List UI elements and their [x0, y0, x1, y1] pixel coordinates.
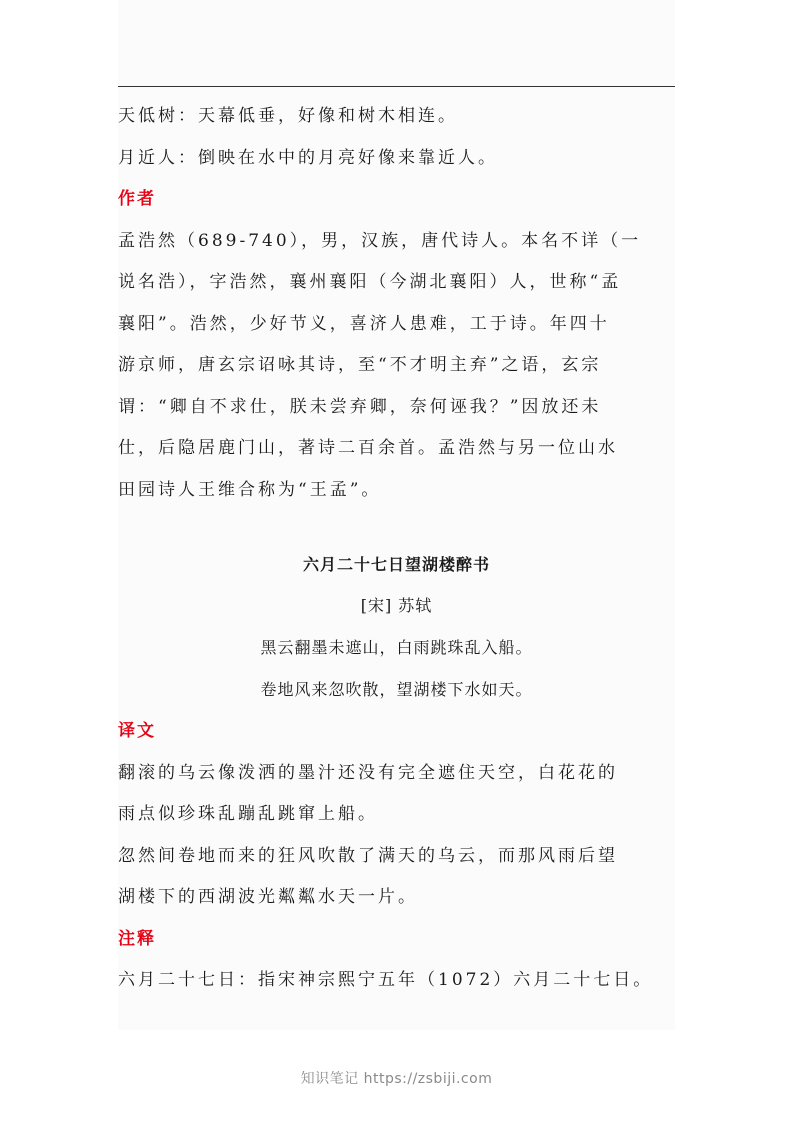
translation-line: 雨点似珍珠乱蹦乱跳窜上船。 — [118, 804, 378, 824]
poem-title: 六月二十七日望湖楼醉书 — [302, 555, 490, 574]
author-line: 孟浩然（689-740），男，汉族，唐代诗人。本名不详（一 — [118, 230, 642, 251]
author-line: 田园诗人王维合称为“王孟”。 — [118, 479, 382, 500]
section-gap — [118, 511, 675, 545]
annotation-heading: 注释 — [118, 928, 156, 949]
author-line: 襄阳”。浩然，少好节义，喜济人患难，工于诗。年四十 — [118, 313, 610, 334]
poem-line: 黑云翻墨未遮山，白雨跳珠乱入船。 — [260, 638, 533, 657]
translation-heading: 译文 — [118, 721, 156, 741]
author-line: 说名浩），字浩然，襄州襄阳（今湖北襄阳）人，世称“孟 — [118, 272, 622, 292]
annotation-line: 六月二十七日：指宋神宗熙宁五年（1072）六月二十七日。 — [118, 970, 654, 990]
poem-author: [宋] 苏轼 — [360, 596, 433, 615]
author-line: 仕，后隐居鹿门山，著诗二百余首。孟浩然与另一位山水 — [118, 438, 618, 458]
translation-line: 湖楼下的西湖波光粼粼水天一片。 — [118, 887, 418, 907]
author-line: 游京师，唐玄宗诏咏其诗，至“不才明主弃”之语，玄宗 — [118, 355, 602, 375]
translation-line: 忽然间卷地而来的狂风吹散了满天的乌云，而那风雨后望 — [118, 845, 618, 866]
author-line: 谓：“卿自不求仕，朕未尝弃卿，奈何诬我？”因放还未 — [118, 396, 602, 417]
note-line: 月近人：倒映在水中的月亮好像来靠近人。 — [118, 147, 498, 168]
note-line: 天低树：天幕低垂，好像和树木相连。 — [118, 106, 458, 126]
document-content — [118, 96, 675, 1002]
header-rule — [118, 86, 675, 87]
poem-line: 卷地风来忽吹散，望湖楼下水如天。 — [260, 680, 533, 699]
footer-watermark: 知识笔记 https://zsbiji.com — [300, 1071, 493, 1087]
translation-line: 翻滚的乌云像泼洒的墨汁还没有完全遮住天空，白花花的 — [118, 762, 618, 783]
author-heading: 作者 — [118, 189, 156, 209]
